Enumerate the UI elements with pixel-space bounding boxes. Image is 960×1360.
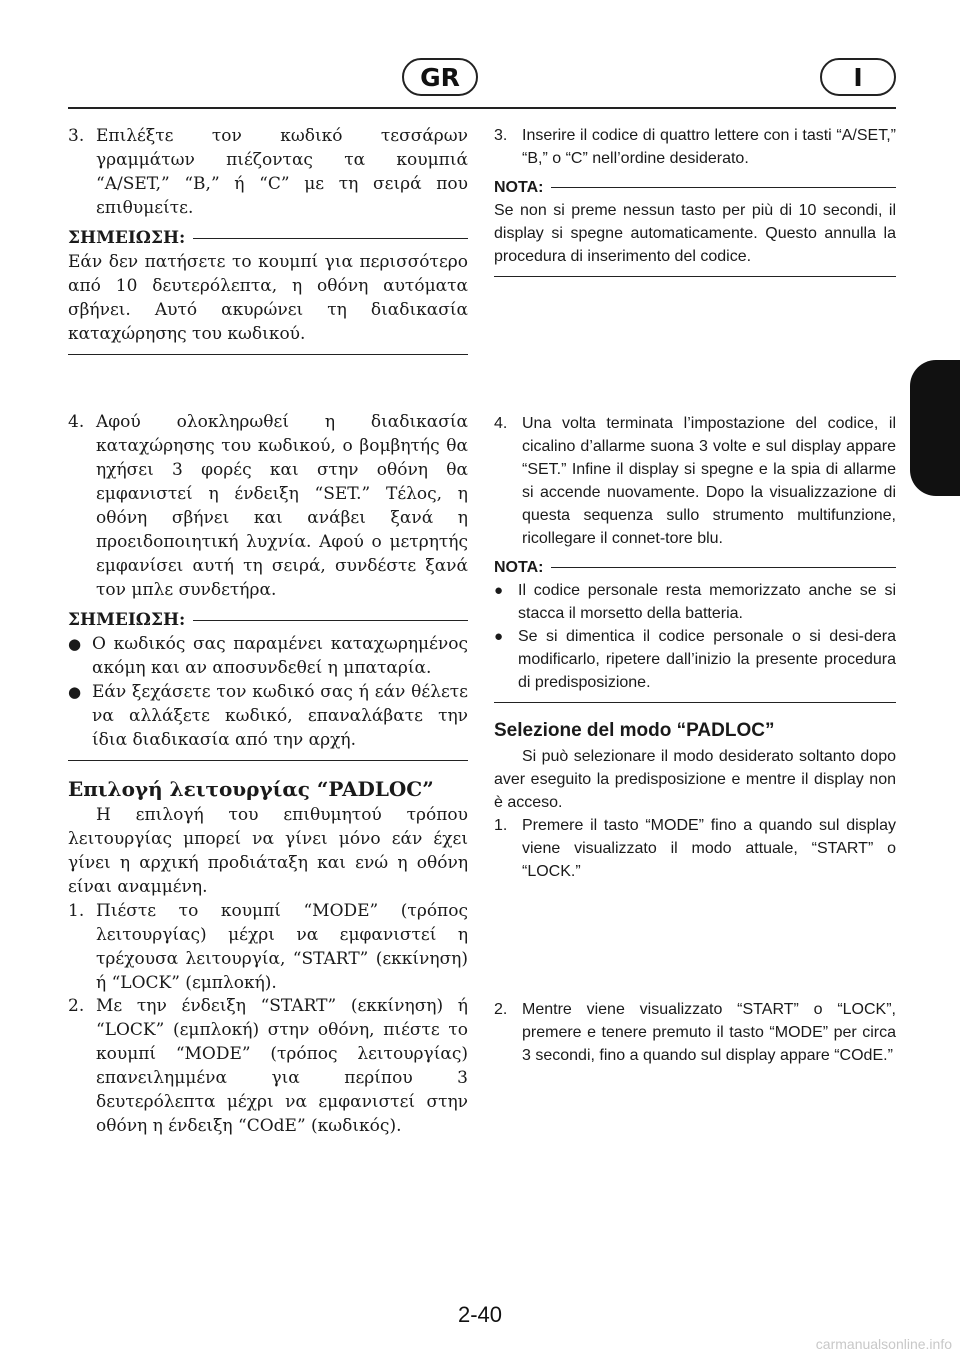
italian-step-2: 2. Mentre viene visualizzato “START” o “LOCK”, premere e tenere premuto il tasto “MODE” per circa 3 secondi, fino a quando sul display appare “COdE.” [494, 1001, 896, 1064]
greek-note-text: Εάν δεν πατήσετε το κουμπί για περισσότερο από 10 δευτερόλεπτα, η οθόνη αυτόματα σβήνει. Αυτό ακυρώνει τη διαδικασία καταχώρησης του κωδικού. [68, 252, 468, 344]
language-badge-italian: I [820, 58, 896, 96]
greek-section-heading: Επιλογή λειτουργίας “PADLOC” [68, 777, 434, 801]
italian-step-1: 1. Premere il tasto “MODE” fino a quando sul display viene visualizzato il modo attuale, “START” o “LOCK.” [494, 817, 896, 880]
greek-bullet-1: ● Ο κωδικός σας παραμένει καταχωρημένος ακόμη και αν αποσυνδεθεί η μπαταρία. [68, 634, 468, 678]
greek-step-3: 3. Επιλέξτε τον κωδικό τεσσάρων γραμμάτων πιέζοντας τα κουμπιά “A/SET,” “B,” ή “C” με τη σειρά που επιθυμείτε. [68, 126, 468, 218]
greek-block-2 [68, 410, 468, 995]
watermark: carmanualsonline.info [815, 1336, 952, 1352]
italian-step-3: 3. Inserire il codice di quattro lettere con i tasti “A/SET,” “B,” o “C” nell’ordine desiderato. [494, 127, 896, 167]
italian-note-end-rule-2 [494, 702, 896, 703]
greek-step-2: 2. Με την ένδειξη “START” (εκκίνηση) ή “LOCK” (εμπλοκή) στην οθόνη, πιέστε το κουμπί “MODE” (τρόπος λειτουργίας) επανειλημμένα για περίπου 3 δευτερόλεπτα μέχρι να εμφανιστεί στην οθόνη η ένδειξη “COdE” (κωδικός). [68, 996, 468, 1136]
italian-block-2 [494, 412, 896, 883]
greek-note-end-rule-2 [68, 760, 468, 761]
italian-block-1 [494, 124, 896, 277]
greek-intro: Η επιλογή του επιθυμητού τρόπου λειτουργίας μπορεί να γίνει μόνο εάν έχει γίνει η αρχική προδιάταξη και ενώ η οθόνη είναι αναμμένη. [68, 805, 468, 897]
greek-step-4: 4. Αφού ολοκληρωθεί η διαδικασία καταχώρησης του κωδικού, ο βομβητής θα ηχήσει 3 φορές και στην οθόνη θα εμφανιστεί η ένδειξη “SET.” Τέλος, η οθόνη σβήνει και ανάβει ξανά η προειδοποιητική λυχνία. Αφού ο μετρητής εμφανίσει αυτή τη σειρά, συνδέστε ξανά τον μπλε συνδετήρα. [68, 412, 468, 600]
italian-note-heading: NOTA: [494, 176, 896, 199]
italian-intro: Si può selezionare il modo desiderato soltanto dopo aver eseguito la predisposizione e mentre il display non è acceso. [494, 748, 896, 811]
greek-block-3 [68, 994, 468, 1138]
header-rule [68, 107, 896, 109]
greek-note-heading-2: ΣΗΜΕΙΩΣΗ: [68, 608, 468, 632]
greek-block-1 [68, 124, 468, 355]
language-badge-greek: GR [402, 58, 478, 96]
italian-block-3 [494, 998, 896, 1067]
italian-section-heading: Selezione del modo “PADLOC” [494, 720, 775, 741]
italian-step-4: 4. Una volta terminata l’impostazione del codice, il cicalino d’allarme suona 3 volte e sul display appare “SET.” Infine il display si spegne e la spia di allarme si accende nuovamente. Dopo la visualizzazione di questa sequenza sullo strumento multifunzione, ricollegare il connet-tore blu. [494, 415, 896, 547]
page-number: 2-40 [457, 1302, 503, 1327]
italian-bullet-1: ● Il codice personale resta memorizzato anche se si stacca il morsetto della batteria. [494, 582, 896, 622]
greek-bullet-2: ● Εάν ξεχάσετε τον κωδικό σας ή εάν θέλετε να αλλάξετε κωδικό, επαναλάβατε την ίδια διαδικασία από την αρχή. [68, 682, 468, 750]
italian-note-text: Se non si preme nessun tasto per più di 10 secondi, il display si spegne automaticamente. Questo annulla la procedura di inserimento del codice. [494, 202, 896, 265]
italian-note-end-rule [494, 276, 896, 277]
section-tab [910, 360, 960, 496]
greek-note-heading: ΣΗΜΕΙΩΣΗ: [68, 226, 468, 250]
italian-note-heading-2: NOTA: [494, 556, 896, 579]
italian-bullet-2: ● Se si dimentica il codice personale o si desi-dera modificarlo, ripetere dall’inizio la presente procedura di predisposizione. [494, 628, 896, 691]
greek-note-end-rule [68, 354, 468, 355]
greek-step-1: 1. Πιέστε το κουμπί “MODE” (τρόπος λειτουργίας) μέχρι να εμφανιστεί η τρέχουσα λειτουργία, “START” (εκκίνηση) ή “LOCK” (εμπλοκή). [68, 901, 468, 993]
